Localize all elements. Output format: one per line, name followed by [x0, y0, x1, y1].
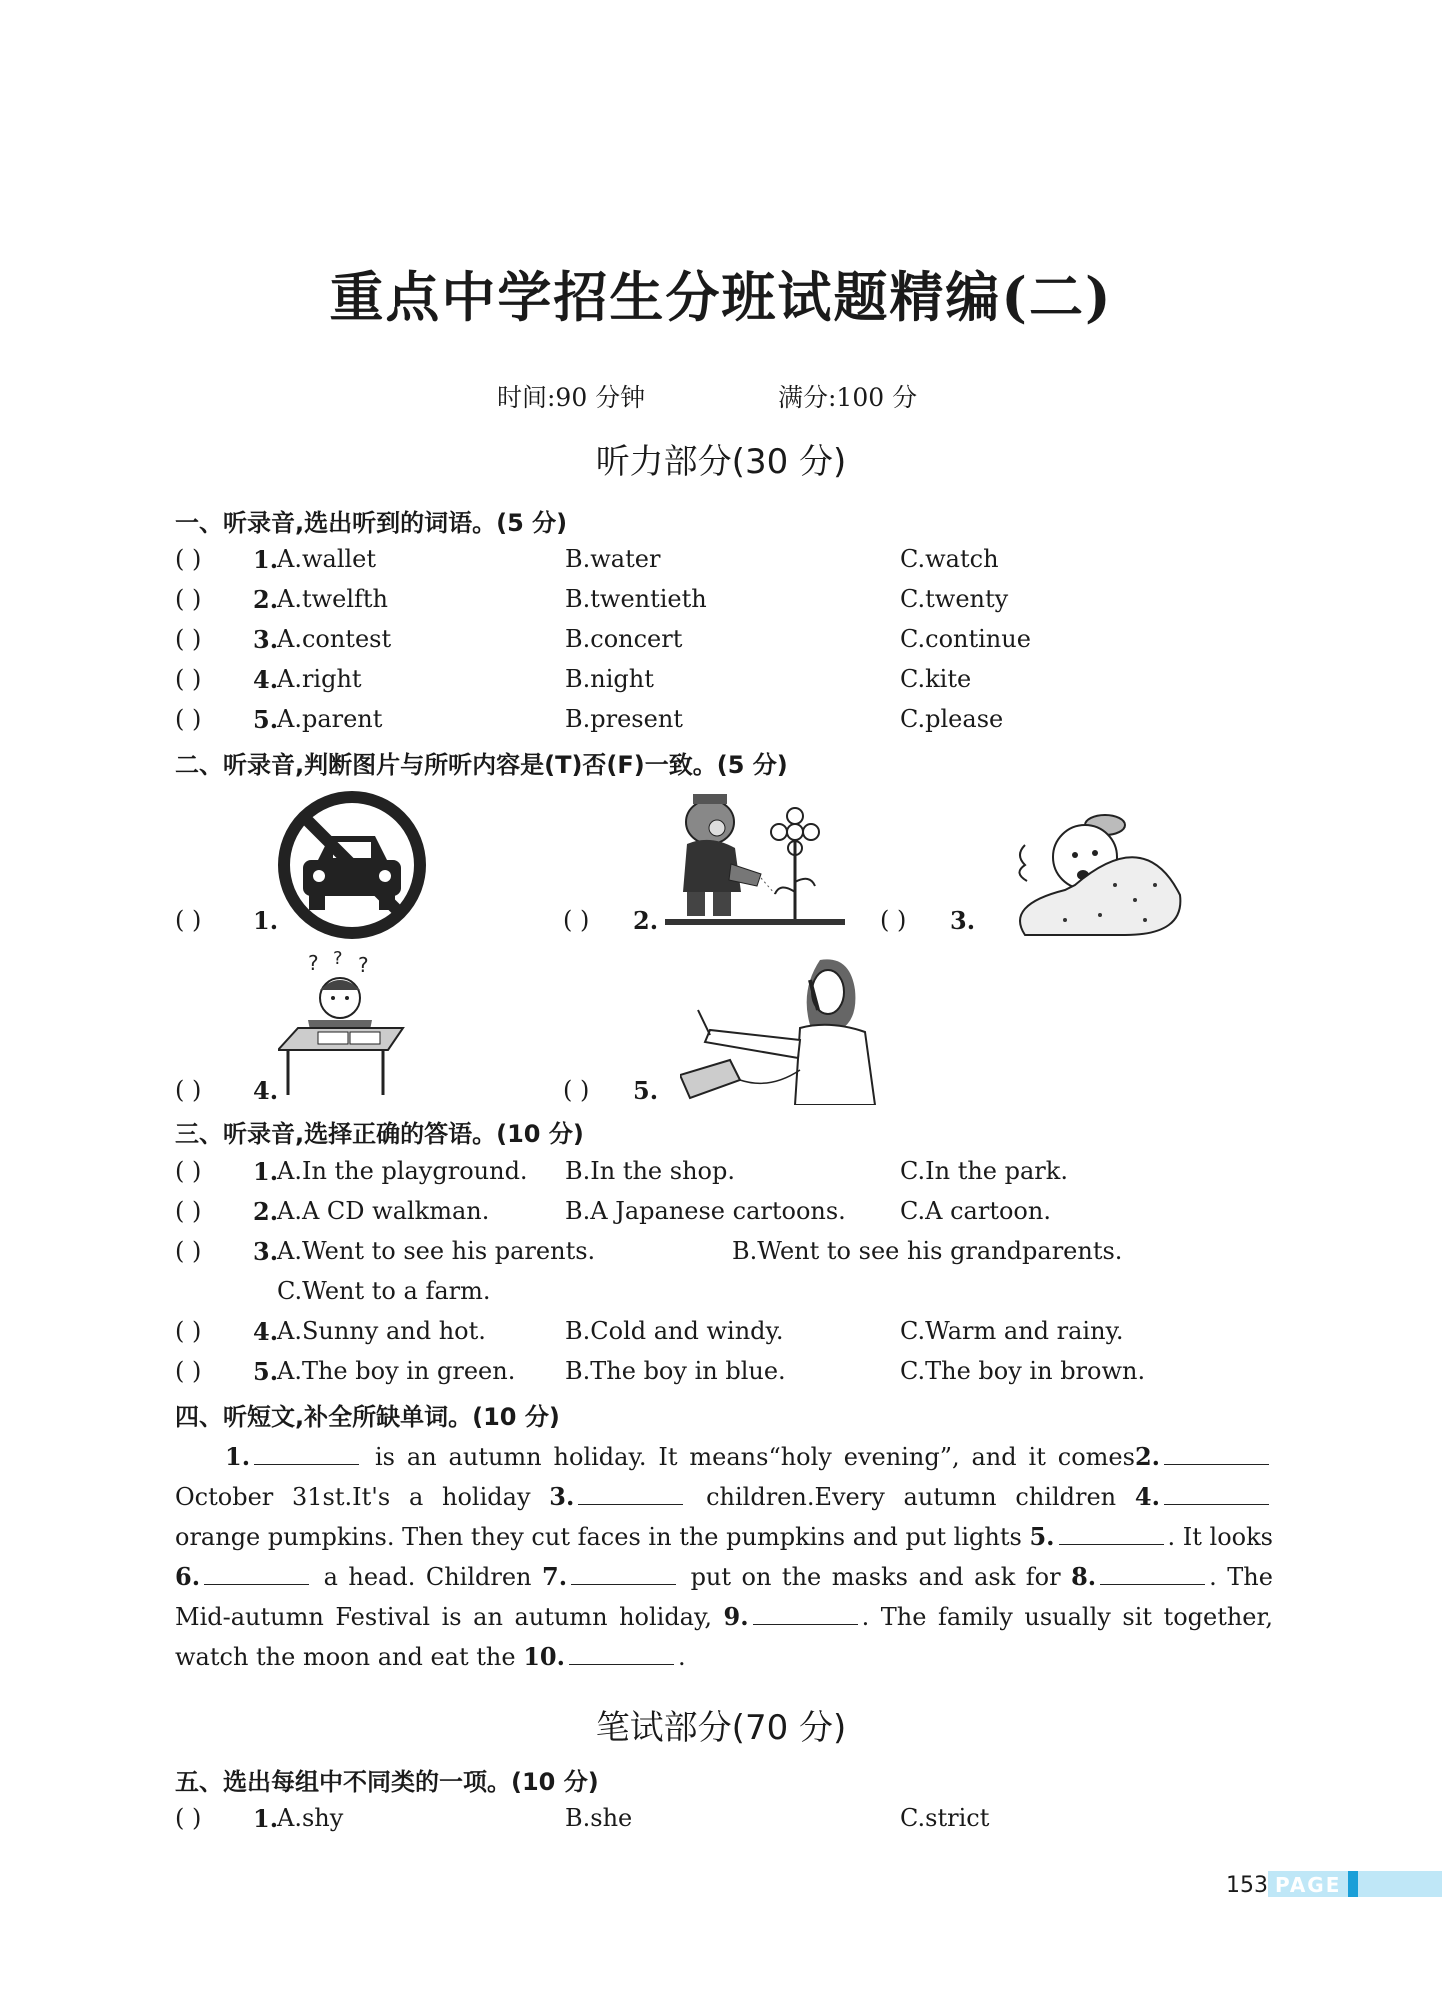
s3-question-5 [175, 1357, 1275, 1397]
question-number: 5. [253, 1357, 279, 1386]
question-number: 3. [253, 1237, 279, 1266]
section-2-heading: 二、听录音,判断图片与所听内容是(T)否(F)一致。(5 分) [175, 751, 788, 779]
passage-text: a head. Children [323, 1563, 532, 1591]
passage-text: . It looks [1167, 1523, 1273, 1551]
question-number: 3. [253, 625, 279, 654]
fill-blank-7[interactable] [571, 1562, 676, 1585]
section-1-heading: 一、听录音,选出听到的词语。(5 分) [175, 509, 568, 537]
svg-text:?: ? [333, 950, 343, 969]
time-limit: 时间:90 分钟 [497, 383, 646, 412]
option-c: C.strict [900, 1804, 990, 1832]
question-number: 4. [253, 1076, 279, 1105]
blank-number: 10. [523, 1642, 565, 1671]
blank-number: 4. [1134, 1482, 1160, 1511]
option-b: B.she [565, 1804, 633, 1832]
option-a: A.Sunny and hot. [277, 1317, 486, 1345]
option-c: C.A cartoon. [900, 1197, 1051, 1225]
option-b: B.present [565, 705, 683, 733]
option-a: A.wallet [277, 545, 377, 573]
s1-question-3 [175, 625, 1275, 665]
question-number: 2. [253, 585, 279, 614]
answer-bracket[interactable]: ( ) [175, 665, 202, 693]
blank-number: 9. [723, 1602, 749, 1631]
fill-blank-1[interactable] [254, 1442, 359, 1465]
blank-number: 3. [549, 1482, 575, 1511]
option-c: C.Went to a farm. [277, 1277, 491, 1305]
answer-bracket[interactable]: ( ) [563, 906, 590, 934]
question-number: 4. [253, 665, 279, 694]
option-a: A.contest [277, 625, 392, 653]
option-a: A.parent [277, 705, 383, 733]
blank-number: 5. [1029, 1522, 1055, 1551]
svg-text:?: ? [308, 951, 319, 975]
answer-bracket[interactable]: ( ) [175, 1076, 202, 1104]
blank-number: 1. [225, 1442, 251, 1471]
section-3-heading: 三、听录音,选择正确的答语。(10 分) [175, 1120, 584, 1148]
blank-number: 7. [542, 1562, 568, 1591]
answer-bracket[interactable]: ( ) [175, 705, 202, 733]
option-a: A.shy [277, 1804, 344, 1832]
question-number: 1. [253, 906, 279, 935]
passage-text: is an autumn holiday. It means“holy evening”, and it comes [374, 1443, 1135, 1471]
question-number: 2. [253, 1197, 279, 1226]
s2-item-3 [880, 906, 1180, 946]
writing-section-title: 笔试部分(70 分) [595, 1708, 847, 1748]
answer-bracket[interactable]: ( ) [175, 1197, 202, 1225]
s1-question-2 [175, 585, 1275, 625]
option-c: C.twenty [900, 585, 1009, 613]
option-a: A.A CD walkman. [277, 1197, 490, 1225]
s2-item-2 [563, 906, 863, 946]
question-number: 1. [253, 545, 279, 574]
question-number: 1. [253, 1157, 279, 1186]
passage-text: . The Mid-autumn Festival is an autumn holiday, [175, 1563, 1273, 1631]
s1-question-4 [175, 665, 1275, 705]
fill-blank-8[interactable] [1100, 1562, 1205, 1585]
answer-bracket[interactable]: ( ) [880, 906, 907, 934]
cloze-passage [175, 1437, 1273, 1677]
option-c: C.please [900, 705, 1004, 733]
answer-bracket[interactable]: ( ) [175, 1804, 202, 1832]
page-footer-mark [1348, 1871, 1358, 1897]
blank-number: 8. [1071, 1562, 1097, 1591]
question-number: 5. [253, 705, 279, 734]
svg-text:?: ? [358, 953, 369, 977]
answer-bracket[interactable]: ( ) [175, 625, 202, 653]
option-b: B.The boy in blue. [565, 1357, 786, 1385]
section-4-heading: 四、听短文,补全所缺单词。(10 分) [175, 1403, 560, 1431]
option-b: B.night [565, 665, 654, 693]
option-b: B.water [565, 545, 661, 573]
s2-item-5 [563, 1076, 863, 1116]
question-number: 1. [253, 1804, 279, 1833]
option-c: C.In the park. [900, 1157, 1068, 1185]
option-b: B.In the shop. [565, 1157, 735, 1185]
passage-text: . [677, 1643, 686, 1671]
s5-question-1 [175, 1804, 1275, 1844]
fill-blank-3[interactable] [578, 1482, 683, 1505]
option-c: C.Warm and rainy. [900, 1317, 1124, 1345]
answer-bracket[interactable]: ( ) [175, 906, 202, 934]
full-score: 满分:100 分 [778, 383, 918, 412]
page-number: 153 [1226, 1873, 1268, 1898]
s3-question-1 [175, 1157, 1275, 1197]
s3-question-3-continued [175, 1277, 1275, 1317]
option-a: A.In the playground. [277, 1157, 528, 1185]
option-b: B.concert [565, 625, 683, 653]
question-number: 3. [950, 906, 976, 935]
passage-text: October 31st.It's a holiday [175, 1483, 531, 1511]
section-5-heading: 五、选出每组中不同类的一项。(10 分) [175, 1768, 599, 1796]
option-a: A.twelfth [277, 585, 389, 613]
answer-bracket[interactable]: ( ) [175, 1317, 202, 1345]
blank-number: 2. [1134, 1442, 1160, 1471]
fill-blank-9[interactable] [753, 1602, 858, 1625]
option-c: C.watch [900, 545, 999, 573]
s1-question-1 [175, 545, 1275, 585]
option-b: B.Cold and windy. [565, 1317, 784, 1345]
s3-question-3 [175, 1237, 1275, 1277]
answer-bracket[interactable]: ( ) [563, 1076, 590, 1104]
page-label: PAGE [1275, 1873, 1342, 1897]
page-title: 重点中学招生分班试题精编(二) [329, 265, 1113, 329]
option-c: C.continue [900, 625, 1031, 653]
answer-bracket[interactable]: ( ) [175, 1157, 202, 1185]
option-a: A.Went to see his parents. [277, 1237, 596, 1265]
passage-text: . The family usually sit together, watch the moon and eat the [175, 1603, 1273, 1671]
fill-blank-2[interactable] [1164, 1442, 1269, 1465]
fill-blank-4[interactable] [1164, 1482, 1269, 1505]
question-number: 2. [633, 906, 659, 935]
question-number: 5. [633, 1076, 659, 1105]
answer-bracket[interactable]: ( ) [175, 585, 202, 613]
s3-question-4 [175, 1317, 1275, 1357]
question-number: 4. [253, 1317, 279, 1346]
passage-text: orange pumpkins. Then they cut faces in the pumpkins and put lights [175, 1523, 1022, 1551]
option-c: C.kite [900, 665, 972, 693]
option-b: B.Went to see his grandparents. [732, 1237, 1123, 1265]
option-b: B.A Japanese cartoons. [565, 1197, 846, 1225]
fill-blank-10[interactable] [569, 1642, 674, 1665]
fill-blank-5[interactable] [1059, 1522, 1164, 1545]
option-a: A.The boy in green. [277, 1357, 516, 1385]
option-c: C.The boy in brown. [900, 1357, 1146, 1385]
s3-question-2 [175, 1197, 1275, 1237]
answer-bracket[interactable]: ( ) [175, 1237, 202, 1265]
s1-question-5 [175, 705, 1275, 745]
option-a: A.right [277, 665, 362, 693]
passage-text: children.Every autumn children [706, 1483, 1117, 1511]
passage-text: put on the masks and ask for [690, 1563, 1061, 1591]
option-b: B.twentieth [565, 585, 707, 613]
blank-number: 6. [175, 1562, 201, 1591]
listening-section-title: 听力部分(30 分) [595, 442, 847, 482]
answer-bracket[interactable]: ( ) [175, 545, 202, 573]
fill-blank-6[interactable] [204, 1562, 309, 1585]
answer-bracket[interactable]: ( ) [175, 1357, 202, 1385]
